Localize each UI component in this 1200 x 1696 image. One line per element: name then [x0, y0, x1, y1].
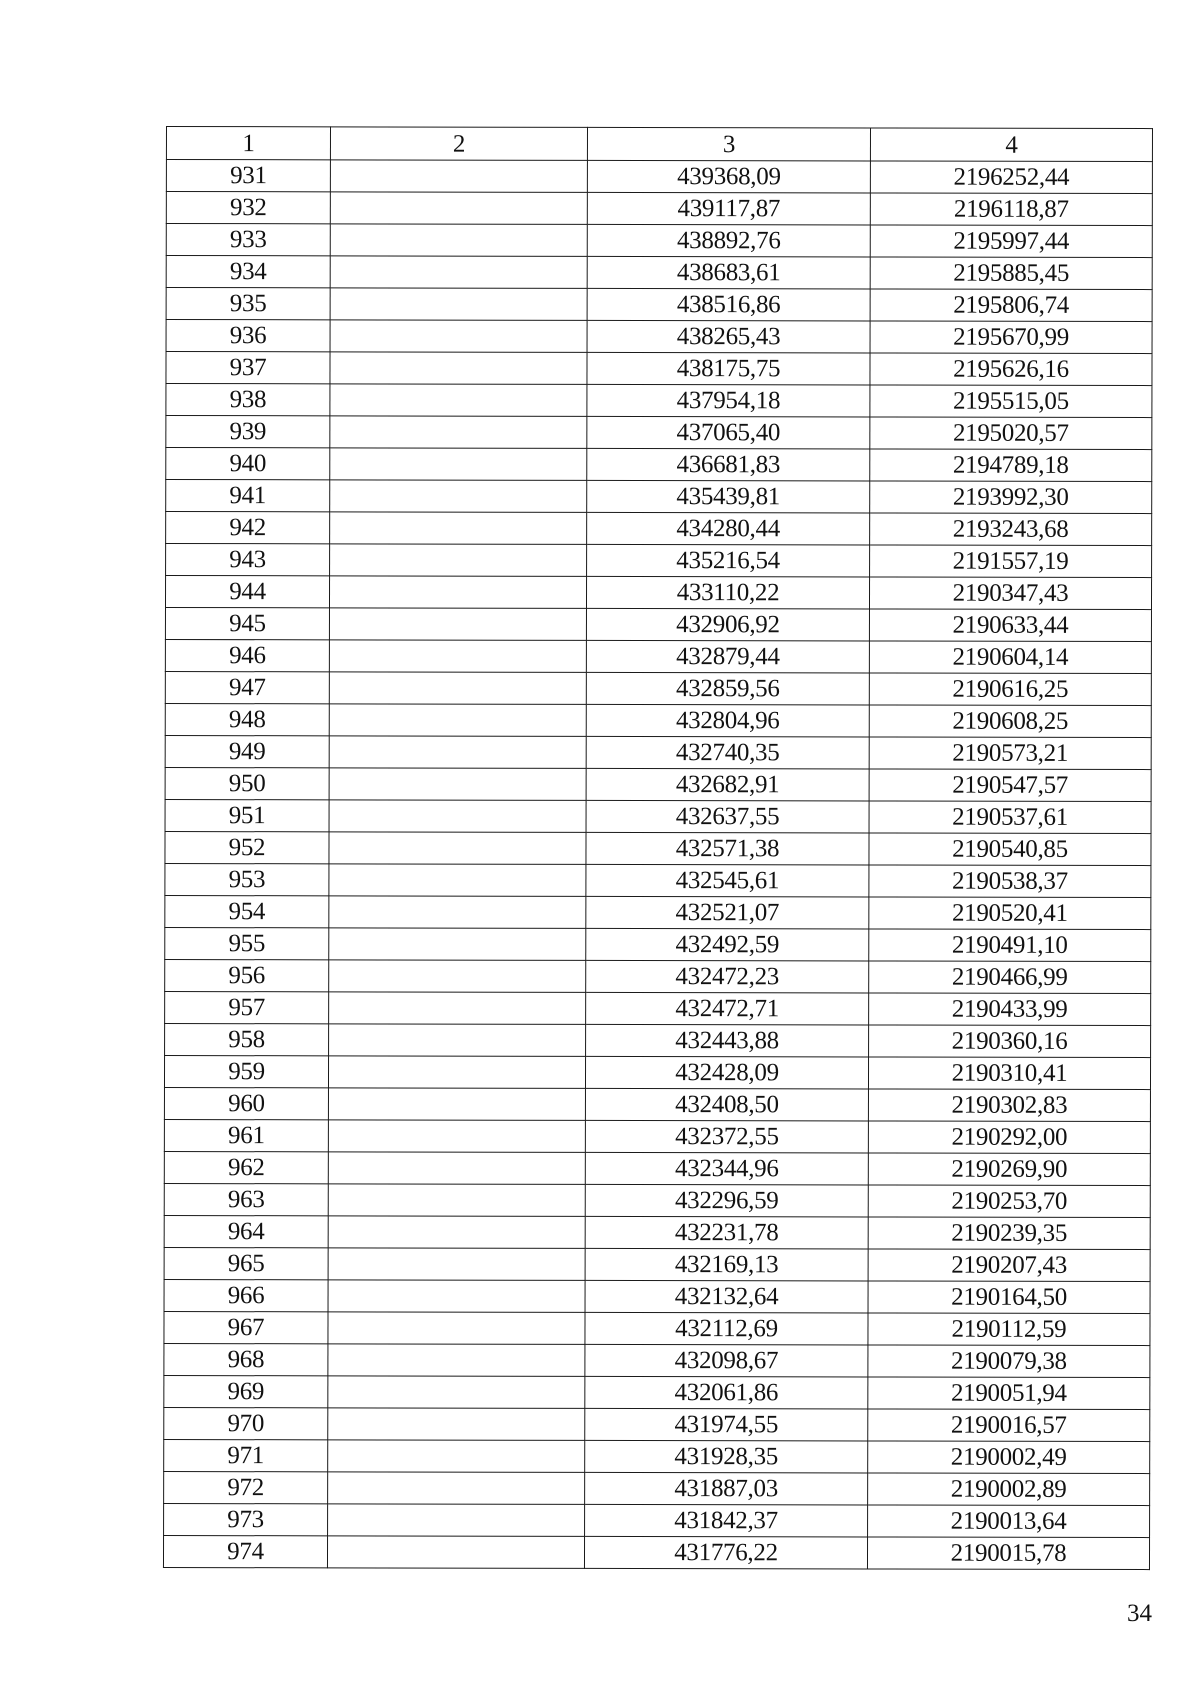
column-2-cell: [328, 1440, 585, 1473]
table-row: [164, 1087, 1150, 1121]
x-coordinate-cell: 436681,83: [587, 448, 870, 481]
table-row: [166, 288, 1152, 322]
column-header-4: 4: [870, 128, 1152, 162]
column-2-cell: [330, 320, 587, 353]
column-2-cell: [330, 544, 587, 577]
y-coordinate-cell: 2190310,41: [868, 1057, 1150, 1090]
y-coordinate-cell: 2193992,30: [870, 481, 1152, 514]
table-row: [166, 352, 1152, 386]
table-row: [166, 160, 1152, 194]
column-header-3: 3: [587, 127, 870, 161]
x-coordinate-cell: 438892,76: [587, 224, 870, 257]
table-row: [166, 416, 1152, 450]
point-number-cell: 965: [164, 1247, 328, 1279]
x-coordinate-cell: 432521,07: [586, 896, 869, 929]
column-2-cell: [328, 1056, 585, 1089]
column-2-cell: [330, 288, 587, 321]
y-coordinate-cell: 2190520,41: [869, 897, 1151, 930]
point-number-cell: 959: [164, 1055, 328, 1087]
table-row: [165, 767, 1151, 801]
point-number-cell: 973: [164, 1503, 328, 1535]
y-coordinate-cell: 2190616,25: [869, 673, 1151, 706]
column-2-cell: [329, 736, 586, 769]
y-coordinate-cell: 2195515,05: [870, 385, 1152, 418]
x-coordinate-cell: 437954,18: [587, 384, 870, 417]
y-coordinate-cell: 2195885,45: [870, 257, 1152, 290]
x-coordinate-cell: 432169,13: [585, 1248, 868, 1281]
coordinates-table: [163, 126, 1153, 1570]
column-2-cell: [329, 672, 586, 705]
column-2-cell: [329, 704, 586, 737]
y-coordinate-cell: 2191557,19: [870, 545, 1152, 578]
column-2-cell: [328, 1152, 585, 1185]
table-row: [165, 735, 1151, 769]
table-row: [164, 1215, 1150, 1249]
y-coordinate-cell: 2190540,85: [869, 833, 1151, 866]
table-row: [166, 192, 1152, 226]
column-2-cell: [329, 1024, 586, 1057]
header-row: [166, 127, 1152, 162]
point-number-cell: 949: [165, 735, 329, 767]
column-2-cell: [330, 480, 587, 513]
column-2-cell: [330, 192, 587, 225]
table-row: [164, 1279, 1150, 1313]
y-coordinate-cell: 2194789,18: [870, 449, 1152, 482]
point-number-cell: 958: [165, 1023, 329, 1055]
y-coordinate-cell: 2195020,57: [870, 417, 1152, 450]
column-2-cell: [330, 160, 587, 193]
y-coordinate-cell: 2190360,16: [869, 1025, 1151, 1058]
point-number-cell: 936: [166, 320, 330, 352]
y-coordinate-cell: 2190002,49: [868, 1441, 1150, 1474]
y-coordinate-cell: 2195670,99: [870, 321, 1152, 354]
point-number-cell: 945: [165, 608, 329, 640]
table-row: [164, 1055, 1150, 1089]
column-2-cell: [330, 384, 587, 417]
table-row: [165, 895, 1151, 929]
point-number-cell: 970: [164, 1407, 328, 1439]
x-coordinate-cell: 435216,54: [587, 544, 870, 577]
x-coordinate-cell: 432428,09: [585, 1056, 868, 1089]
y-coordinate-cell: 2190491,10: [869, 929, 1151, 962]
x-coordinate-cell: 432098,67: [585, 1344, 868, 1377]
x-coordinate-cell: 431887,03: [585, 1472, 868, 1505]
column-header-1: 1: [166, 127, 330, 160]
point-number-cell: 961: [164, 1119, 328, 1151]
y-coordinate-cell: 2190466,99: [869, 961, 1151, 994]
y-coordinate-cell: 2195997,44: [870, 225, 1152, 258]
point-number-cell: 934: [166, 256, 330, 288]
table-row: [165, 927, 1151, 961]
point-number-cell: 946: [165, 639, 329, 671]
table-row: [164, 1343, 1150, 1377]
x-coordinate-cell: 432859,56: [586, 672, 869, 705]
column-2-cell: [329, 832, 586, 865]
point-number-cell: 972: [164, 1471, 328, 1503]
point-number-cell: 955: [165, 927, 329, 959]
x-coordinate-cell: 438516,86: [587, 288, 870, 321]
column-2-cell: [329, 608, 586, 641]
point-number-cell: 947: [165, 671, 329, 703]
table-row: [166, 224, 1152, 258]
y-coordinate-cell: 2190015,78: [867, 1537, 1149, 1570]
column-2-cell: [329, 768, 586, 801]
column-2-cell: [328, 1088, 585, 1121]
x-coordinate-cell: 431928,35: [585, 1440, 868, 1473]
x-coordinate-cell: 432682,91: [586, 768, 869, 801]
column-2-cell: [328, 1472, 585, 1505]
point-number-cell: 957: [165, 991, 329, 1023]
column-2-cell: [329, 864, 586, 897]
y-coordinate-cell: 2193243,68: [870, 513, 1152, 546]
point-number-cell: 968: [164, 1343, 328, 1375]
y-coordinate-cell: 2190302,83: [868, 1089, 1150, 1122]
table-row: [166, 256, 1152, 290]
table-row: [165, 799, 1151, 833]
x-coordinate-cell: 432804,96: [586, 704, 869, 737]
table-row: [166, 384, 1152, 418]
point-number-cell: 944: [165, 576, 329, 608]
y-coordinate-cell: 2190269,90: [868, 1153, 1150, 1186]
point-number-cell: 941: [166, 480, 330, 512]
point-number-cell: 966: [164, 1279, 328, 1311]
x-coordinate-cell: 438683,61: [587, 256, 870, 289]
y-coordinate-cell: 2190604,14: [869, 641, 1151, 674]
table-row: [165, 831, 1151, 865]
column-2-cell: [330, 512, 587, 545]
x-coordinate-cell: 431842,37: [585, 1504, 868, 1537]
y-coordinate-cell: 2195626,16: [870, 353, 1152, 386]
table-row: [166, 512, 1152, 546]
x-coordinate-cell: 432061,86: [585, 1376, 868, 1409]
y-coordinate-cell: 2190051,94: [868, 1377, 1150, 1410]
point-number-cell: 962: [164, 1151, 328, 1183]
table-row: [164, 1311, 1150, 1345]
table-header: [166, 127, 1152, 162]
point-number-cell: 960: [164, 1087, 328, 1119]
x-coordinate-cell: 432443,88: [586, 1024, 869, 1057]
table-row: [165, 959, 1151, 993]
point-number-cell: 967: [164, 1311, 328, 1343]
point-number-cell: 950: [165, 767, 329, 799]
x-coordinate-cell: 432545,61: [586, 864, 869, 897]
column-2-cell: [328, 1344, 585, 1377]
x-coordinate-cell: 432231,78: [585, 1216, 868, 1249]
table-row: [164, 1375, 1150, 1409]
table-body: [163, 160, 1152, 1570]
table-row: [165, 576, 1151, 610]
y-coordinate-cell: 2196252,44: [870, 161, 1152, 194]
x-coordinate-cell: 434280,44: [587, 512, 870, 545]
point-number-cell: 974: [163, 1535, 327, 1567]
point-number-cell: 954: [165, 895, 329, 927]
y-coordinate-cell: 2190608,25: [869, 705, 1151, 738]
y-coordinate-cell: 2190016,57: [868, 1409, 1150, 1442]
y-coordinate-cell: 2195806,74: [870, 289, 1152, 322]
y-coordinate-cell: 2190207,43: [868, 1249, 1150, 1282]
table-row: [164, 1503, 1150, 1537]
y-coordinate-cell: 2190079,38: [868, 1345, 1150, 1378]
column-2-cell: [328, 1408, 585, 1441]
column-2-cell: [330, 256, 587, 289]
point-number-cell: 933: [166, 224, 330, 256]
y-coordinate-cell: 2190547,57: [869, 769, 1151, 802]
page-number: 34: [1127, 1600, 1152, 1627]
x-coordinate-cell: 432132,64: [585, 1280, 868, 1313]
y-coordinate-cell: 2190573,21: [869, 737, 1151, 770]
y-coordinate-cell: 2190633,44: [869, 609, 1151, 642]
column-2-cell: [329, 640, 586, 673]
column-2-cell: [329, 928, 586, 961]
table-row: [164, 1247, 1150, 1281]
x-coordinate-cell: 432879,44: [586, 640, 869, 673]
point-number-cell: 953: [165, 863, 329, 895]
y-coordinate-cell: 2190253,70: [868, 1185, 1150, 1218]
point-number-cell: 952: [165, 831, 329, 863]
column-2-cell: [330, 224, 587, 257]
x-coordinate-cell: 432740,35: [586, 736, 869, 769]
x-coordinate-cell: 432408,50: [585, 1088, 868, 1121]
y-coordinate-cell: 2190537,61: [869, 801, 1151, 834]
y-coordinate-cell: 2196118,87: [870, 193, 1152, 226]
x-coordinate-cell: 437065,40: [587, 416, 870, 449]
x-coordinate-cell: 432571,38: [586, 832, 869, 865]
point-number-cell: 938: [166, 384, 330, 416]
point-number-cell: 943: [166, 544, 330, 576]
column-2-cell: [328, 1312, 585, 1345]
x-coordinate-cell: 432906,92: [586, 608, 869, 641]
table-row: [165, 639, 1151, 673]
table-row: [164, 1183, 1150, 1217]
y-coordinate-cell: 2190002,89: [868, 1473, 1150, 1506]
x-coordinate-cell: 432372,55: [585, 1120, 868, 1153]
table-row: [165, 671, 1151, 705]
x-coordinate-cell: 438265,43: [587, 320, 870, 353]
column-2-cell: [328, 1248, 585, 1281]
table-row: [165, 863, 1151, 897]
x-coordinate-cell: 432344,96: [585, 1152, 868, 1185]
point-number-cell: 964: [164, 1215, 328, 1247]
point-number-cell: 932: [166, 192, 330, 224]
table-row: [165, 991, 1151, 1025]
point-number-cell: 942: [166, 512, 330, 544]
y-coordinate-cell: 2190239,35: [868, 1217, 1150, 1250]
y-coordinate-cell: 2190164,50: [868, 1281, 1150, 1314]
x-coordinate-cell: 438175,75: [587, 352, 870, 385]
column-2-cell: [328, 1120, 585, 1153]
point-number-cell: 948: [165, 703, 329, 735]
column-2-cell: [328, 1376, 585, 1409]
point-number-cell: 951: [165, 799, 329, 831]
x-coordinate-cell: 439368,09: [587, 160, 870, 193]
x-coordinate-cell: 433110,22: [586, 576, 869, 609]
table-row: [166, 544, 1152, 578]
point-number-cell: 963: [164, 1183, 328, 1215]
table-row: [165, 703, 1151, 737]
x-coordinate-cell: 432296,59: [585, 1184, 868, 1217]
x-coordinate-cell: 431776,22: [584, 1536, 867, 1569]
point-number-cell: 937: [166, 352, 330, 384]
column-2-cell: [327, 1536, 584, 1569]
y-coordinate-cell: 2190347,43: [869, 577, 1151, 610]
y-coordinate-cell: 2190292,00: [868, 1121, 1150, 1154]
table-row: [166, 320, 1152, 354]
x-coordinate-cell: 435439,81: [587, 480, 870, 513]
column-2-cell: [328, 1280, 585, 1313]
y-coordinate-cell: 2190112,59: [868, 1313, 1150, 1346]
table-row: [163, 1535, 1149, 1569]
table-row: [165, 1023, 1151, 1057]
point-number-cell: 935: [166, 288, 330, 320]
point-number-cell: 971: [164, 1439, 328, 1471]
column-2-cell: [328, 1216, 585, 1249]
x-coordinate-cell: 431974,55: [585, 1408, 868, 1441]
x-coordinate-cell: 432492,59: [586, 928, 869, 961]
column-2-cell: [329, 800, 586, 833]
column-2-cell: [330, 352, 587, 385]
column-2-cell: [329, 992, 586, 1025]
point-number-cell: 931: [166, 160, 330, 192]
point-number-cell: 940: [166, 448, 330, 480]
point-number-cell: 956: [165, 959, 329, 991]
column-2-cell: [330, 448, 587, 481]
x-coordinate-cell: 432112,69: [585, 1312, 868, 1345]
x-coordinate-cell: 432637,55: [586, 800, 869, 833]
column-2-cell: [329, 896, 586, 929]
column-2-cell: [330, 416, 587, 449]
x-coordinate-cell: 432472,23: [586, 960, 869, 993]
table-row: [166, 480, 1152, 514]
table-row: [164, 1471, 1150, 1505]
table-row: [166, 448, 1152, 482]
column-2-cell: [329, 960, 586, 993]
point-number-cell: 969: [164, 1375, 328, 1407]
column-2-cell: [328, 1504, 585, 1537]
y-coordinate-cell: 2190433,99: [869, 993, 1151, 1026]
table-row: [164, 1439, 1150, 1473]
table-row: [164, 1119, 1150, 1153]
y-coordinate-cell: 2190538,37: [869, 865, 1151, 898]
table-row: [165, 608, 1151, 642]
column-header-2: 2: [330, 127, 587, 161]
column-2-cell: [328, 1184, 585, 1217]
x-coordinate-cell: 439117,87: [587, 192, 870, 225]
table-row: [164, 1151, 1150, 1185]
x-coordinate-cell: 432472,71: [586, 992, 869, 1025]
point-number-cell: 939: [166, 416, 330, 448]
table-row: [164, 1407, 1150, 1441]
y-coordinate-cell: 2190013,64: [868, 1505, 1150, 1538]
column-2-cell: [329, 576, 586, 609]
